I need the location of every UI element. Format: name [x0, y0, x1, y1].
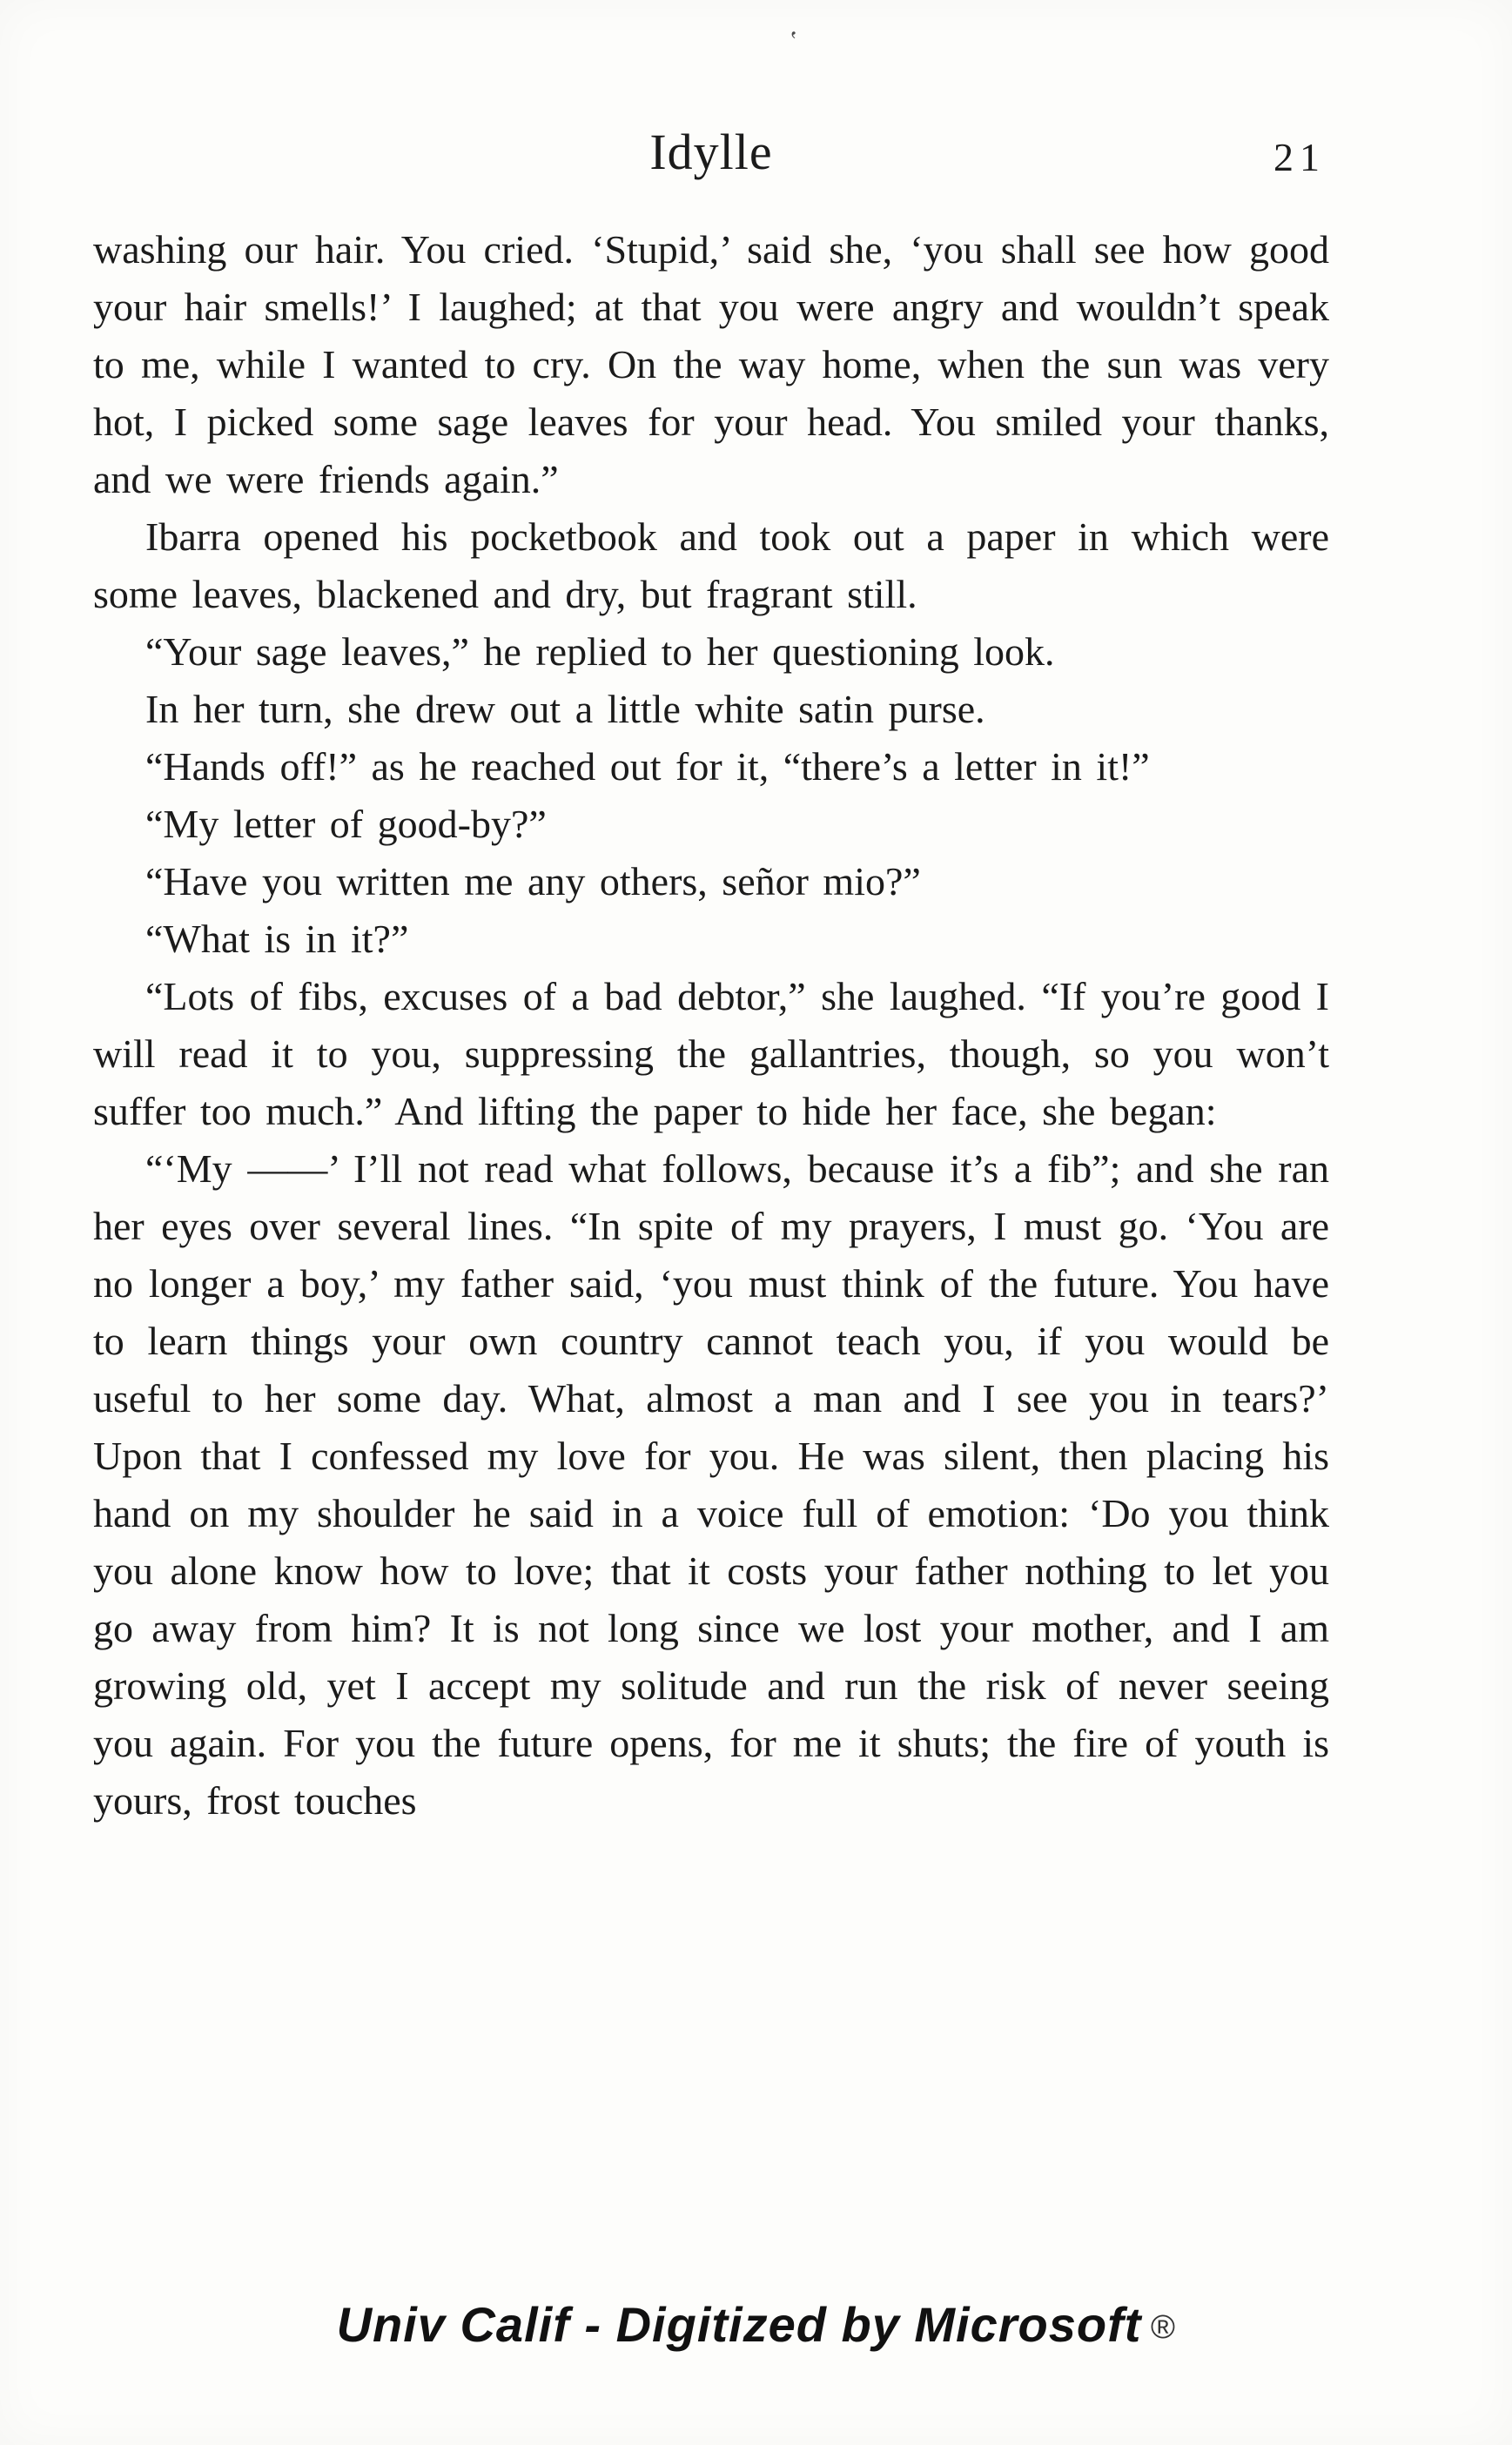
- digitization-watermark: [0, 2296, 1512, 2353]
- page-body: [93, 221, 1329, 1830]
- watermark-text: Univ Calif - Digitized by Microsoft: [336, 2297, 1142, 2352]
- scan-speck: ‛: [784, 25, 800, 56]
- paragraph: “Lots of fibs, excuses of a bad debtor,” she laughed. “If you’re good I will read it to you, suppressing the gallantries, though, so you won’t suffer too much.” And lifting the paper to hide her face, she began:: [93, 974, 1329, 1133]
- paragraph: “Hands off!” as he reached out for it, “there’s a letter in it!”: [145, 744, 1150, 789]
- paragraph: In her turn, she drew out a little white satin purse.: [145, 687, 985, 731]
- registered-mark-icon: ®: [1150, 2309, 1176, 2346]
- paragraph: “‘My ——’ I’ll not read what follows, because it’s a fib”; and she ran her eyes over several lines. “In spite of my prayers, I must go. ‘You are no longer a boy,’ my father said, ‘you must think of the future. You have to learn things your own country cannot teach you, if you would be useful to her some day. What, almost a man and I see you in tears?’ Upon that I confessed my love for you. He was silent, then placing his hand on my shoulder he said in a voice full of emotion: ‘Do you think you alone know how to love; that it costs your father nothing to let you go away from him? It is not long since we lost your mother, and I am growing old, yet I accept my solitude and run the risk of never seeing you again. For you the future opens, for me it shuts; the fire of youth is yours, frost touches: [93, 1146, 1329, 1823]
- paragraph: “What is in it?”: [145, 917, 409, 961]
- paragraph: “My letter of good-by?”: [145, 802, 547, 846]
- page-header: [93, 122, 1329, 191]
- page-number: 21: [1273, 135, 1326, 179]
- paragraph: “Your sage leaves,” he replied to her questioning look.: [145, 629, 1055, 674]
- paragraph: Ibarra opened his pocketbook and took out a paper in which were some leaves, blackened and dry, but fragrant still.: [93, 514, 1329, 616]
- running-title: Idylle: [649, 124, 773, 180]
- paragraph: “Have you written me any others, señor mio?”: [145, 859, 921, 903]
- paragraph-continuation: washing our hair. You cried. ‘Stupid,’ said she, ‘you shall see how good your hair smells!’ I laughed; at that you were angry and wouldn’t speak to me, while I wanted to cry. On the way home, when the sun was very hot, I picked some sage leaves for your head. You smiled your thanks, and we were friends again.”: [93, 227, 1329, 501]
